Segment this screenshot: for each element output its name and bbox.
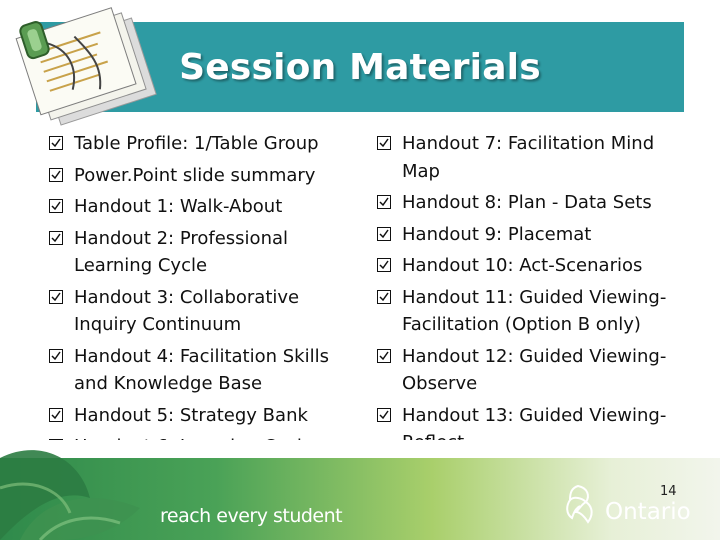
checked-box-icon xyxy=(48,136,64,150)
checked-box-icon xyxy=(376,136,392,150)
checked-box-icon xyxy=(376,290,392,304)
list-item-label: Power.Point slide summary xyxy=(74,164,316,186)
checked-box-icon xyxy=(48,231,64,245)
list-item xyxy=(376,130,676,185)
list-item-label: Handout 1: Walk-About xyxy=(74,196,283,217)
list-item-label: Handout 3: Collaborative Inquiry Continuum xyxy=(74,286,300,335)
checked-box-icon xyxy=(376,227,392,241)
list-item-label: Table Profile: 1/Table Group xyxy=(74,133,319,154)
checked-box-icon xyxy=(48,199,64,213)
list-item-label: Handout 10: Act-Scenarios xyxy=(402,255,643,276)
checked-box-icon xyxy=(48,290,64,304)
right-materials-list xyxy=(376,130,676,461)
checked-box-icon xyxy=(376,258,392,272)
list-item xyxy=(376,284,676,339)
list-item xyxy=(376,221,676,249)
list-item xyxy=(48,162,348,190)
list-item xyxy=(48,284,348,339)
list-item xyxy=(48,193,348,221)
leaf-pattern-icon xyxy=(0,418,180,540)
ontario-logo-text: Ontario xyxy=(605,499,691,525)
list-item-label: Handout 7: Facilitation Mind Map xyxy=(402,133,655,182)
list-item-label: Handout 5: Strategy Bank xyxy=(74,404,308,426)
footer-tagline: reach every student xyxy=(160,505,343,527)
checked-box-icon xyxy=(48,349,64,363)
list-item-label: Handout 12: Guided Viewing-Observe xyxy=(402,345,667,394)
checked-box-icon xyxy=(376,349,392,363)
page-title: Session Materials xyxy=(179,46,541,88)
list-item-label: Handout 13: Guided Viewing- xyxy=(402,404,667,426)
list-item xyxy=(48,130,348,158)
list-item-label: Handout 8: Plan - Data Sets xyxy=(402,192,652,213)
checked-box-icon xyxy=(48,168,64,182)
list-item xyxy=(48,343,348,398)
checked-box-icon xyxy=(376,408,392,422)
list-item xyxy=(376,252,676,280)
checked-box-icon xyxy=(376,195,392,209)
list-item-label: Handout 9: Placemat xyxy=(402,223,592,245)
list-item xyxy=(376,343,676,398)
list-item-label: Handout 2: Professional Learning Cycle xyxy=(74,227,289,276)
list-item xyxy=(376,189,676,217)
list-item-label: Handout 4: Facilitation Skills and Knowledge Base xyxy=(74,345,329,394)
page-number: 14 xyxy=(660,484,677,499)
list-item xyxy=(48,225,348,280)
list-item-label: Handout 11: Guided Viewing-Facilitation (Option B only) xyxy=(402,286,667,335)
